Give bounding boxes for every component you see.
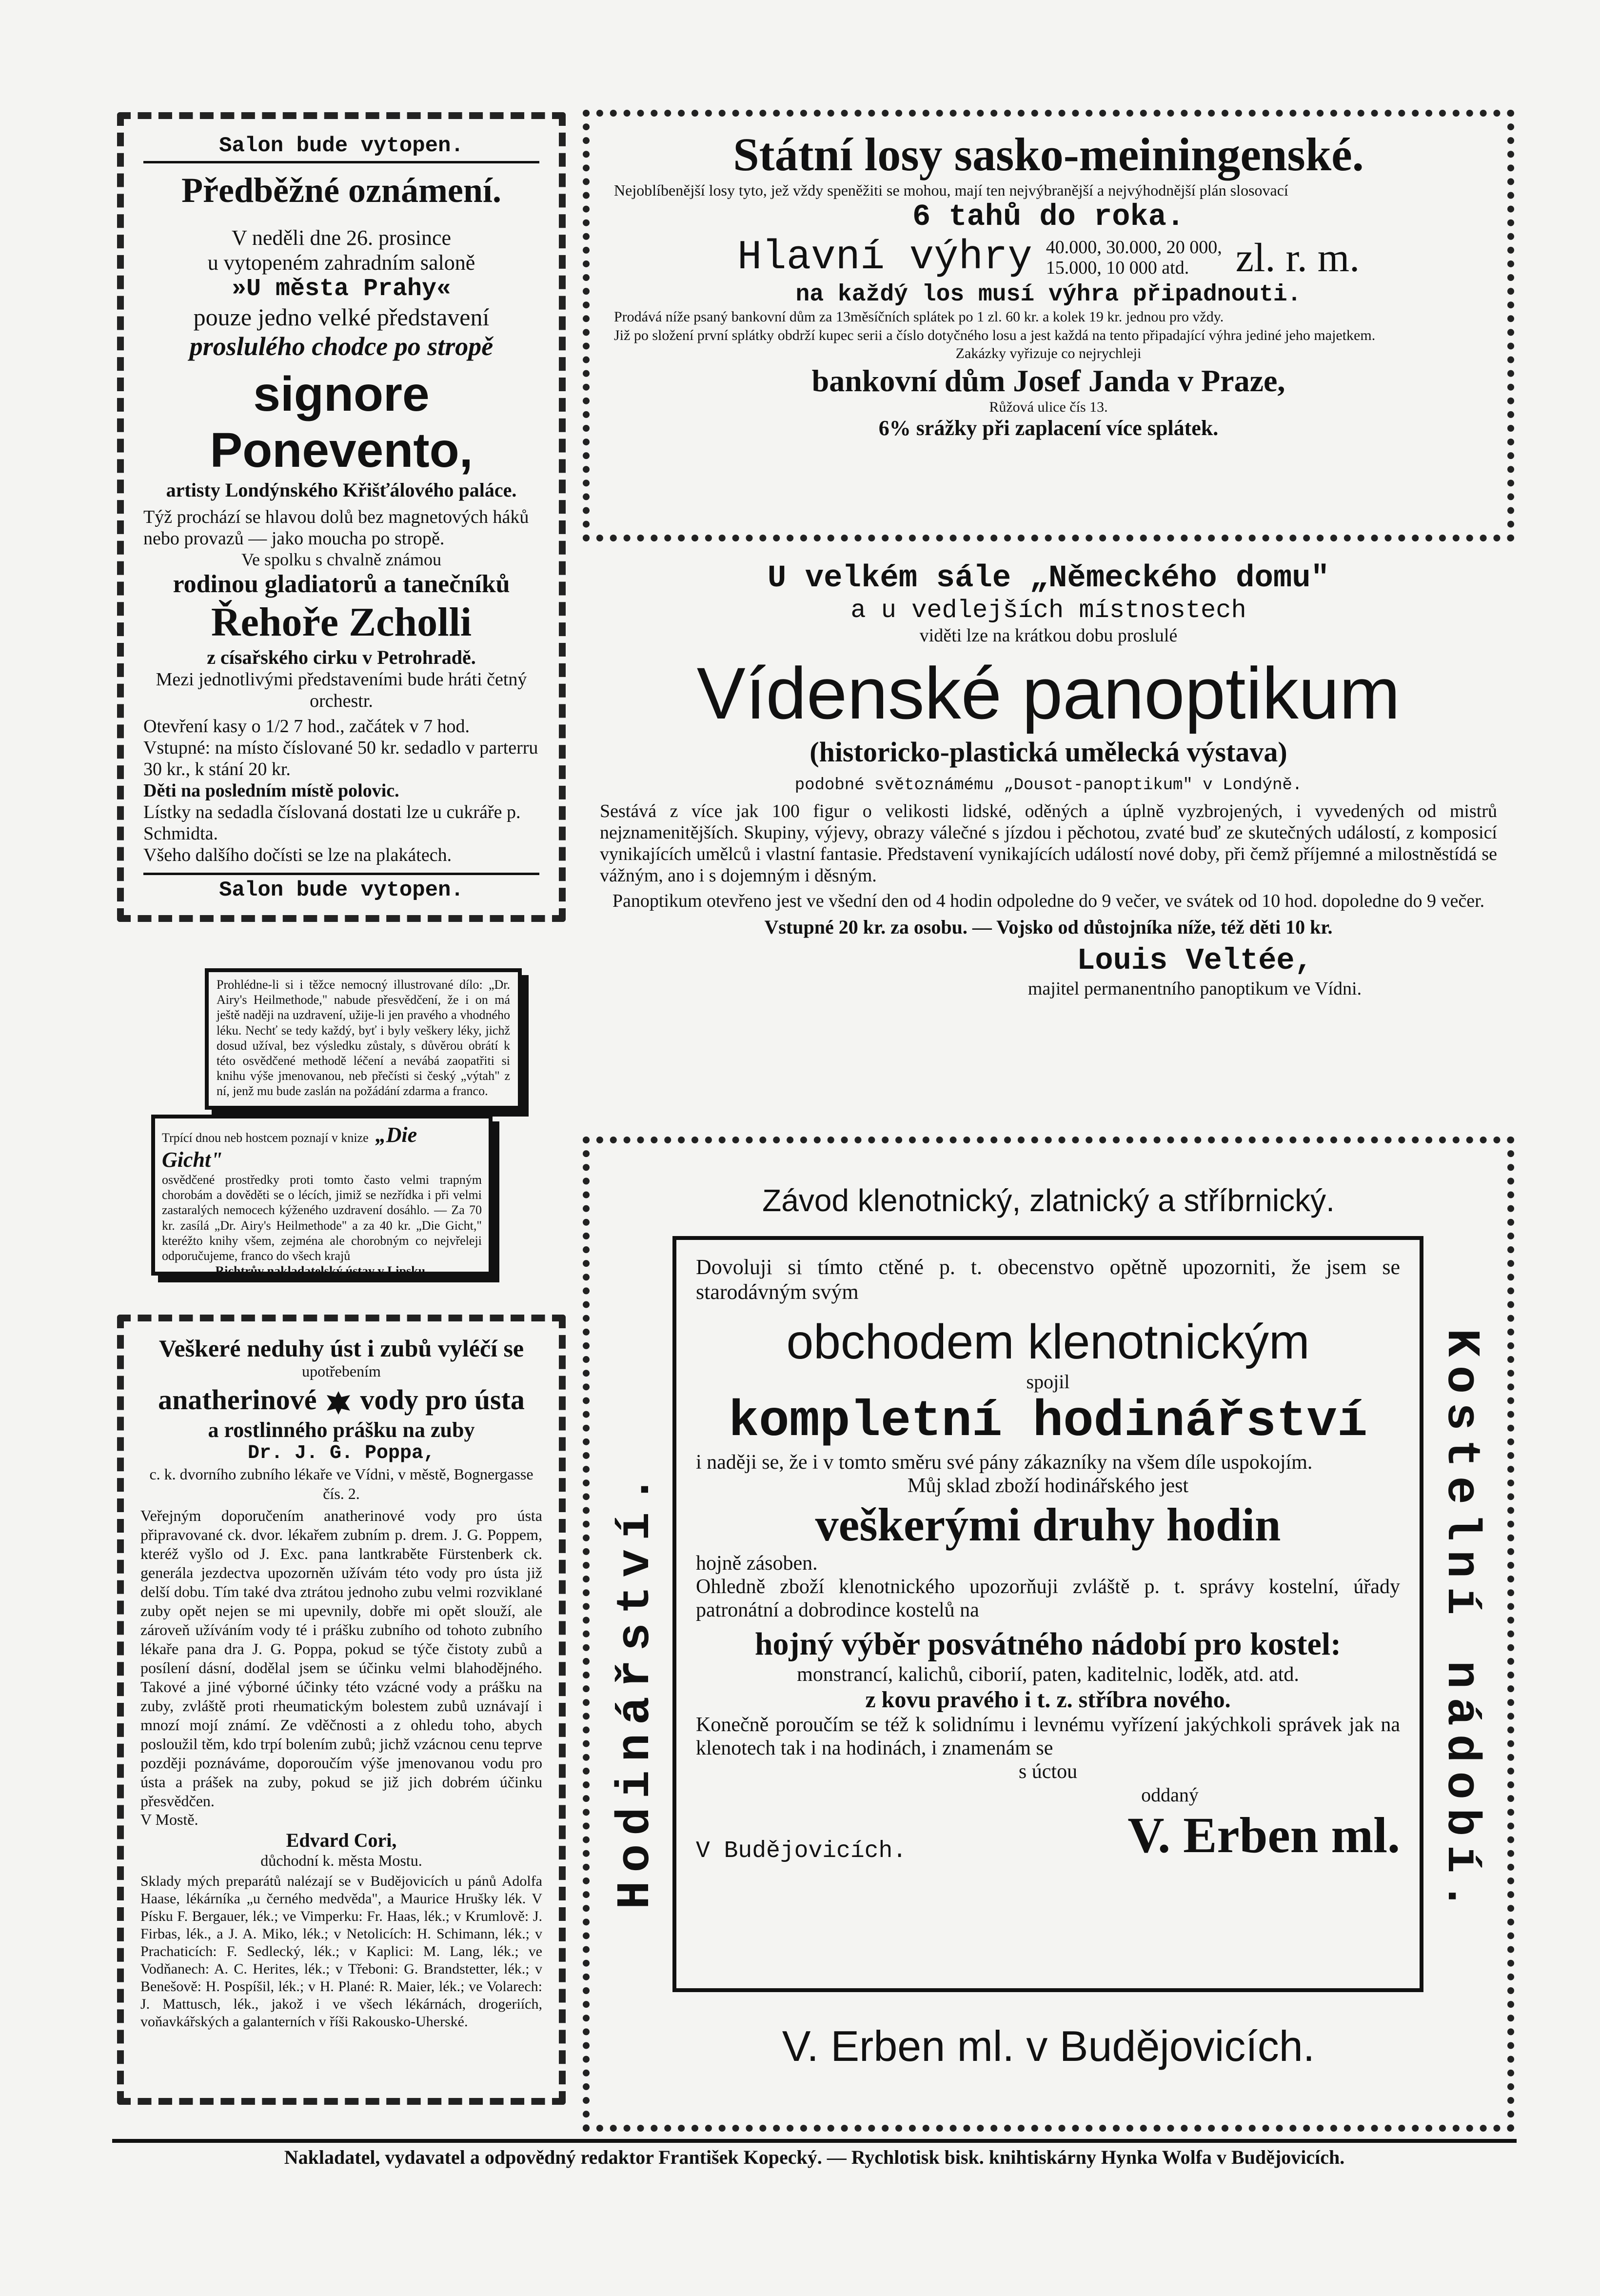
losy-discount: 6% srážky při zaplacení více splátek. (878, 416, 1219, 440)
panoptikum-line-2: a u vedlejších místnostech (850, 596, 1246, 625)
salon-leader: Řehoře Zcholli (211, 599, 472, 645)
salon-line-2: u vytopeném zahradním saloně (207, 251, 475, 275)
airy-ad (205, 968, 522, 1110)
salon-info-4: Lístky na sedadla číslovaná dostati lze u cukráře p. Schmidta. (143, 802, 521, 844)
losy-title: Státní losy sasko-meiningenské. (733, 128, 1364, 180)
salon-info-1: Otevření kasy o 1/2 7 hod., začátek v 7 hod. (143, 716, 470, 737)
salon-ad (117, 112, 566, 922)
panoptikum-subtitle: (historicko-plastická umělecká výstava) (810, 736, 1287, 768)
losy-prize-values-1: 40.000, 30.000, 20 000, (1046, 237, 1222, 258)
salon-bottom-banner: Salon bude vytopen. (143, 873, 539, 902)
salon-info-5: Všeho dalšího dočísti se lze na plakátech. (143, 845, 452, 865)
losy-prize-values (1046, 238, 1222, 279)
zuby-doctor: Dr. J. G. Poppa, (247, 1442, 435, 1464)
erben-church: Ohledně zboží klenotnického upozorňuji zvláště p. t. správy kostelní, úřady patronátní a dobrodince kostelů na (696, 1576, 1400, 1621)
losy-currency: zl. r. m. (1235, 235, 1360, 280)
panoptikum-ad (585, 556, 1512, 1093)
salon-desc-1: Týž prochází se hlavou dolů bez magnetových háků nebo provazů — jako moucha po stropě. (143, 507, 529, 549)
gicht-publisher: Richtrův nakladatelský ústav v Lipsku. (215, 1264, 429, 1278)
losy-prize-values-2: 15.000, 10 000 atd. (1046, 257, 1189, 278)
salon-sub: artisty Londýnského Křišťálového paláce. (166, 479, 517, 501)
erben-respect: s úctou (1018, 1760, 1078, 1783)
losy-prize-row (614, 234, 1483, 281)
zuby-signer-title: důchodní k. města Mostu. (260, 1852, 422, 1870)
eagle-icon (324, 1388, 353, 1418)
erben-inner-box (672, 1236, 1423, 1992)
erben-oddany: oddaný (1141, 1784, 1199, 1806)
salon-star: signore Ponevento, (210, 367, 473, 478)
erben-big-3: veškerými druhy hodin (815, 1498, 1281, 1551)
losy-intro: Nejoblíbenější losy tyto, jež vždy speněžiti se mohou, mají ten nejvýbranější a nejvýhodnější plán slosovací (614, 181, 1288, 199)
panoptikum-owner-title: majitel permanentního panoptikum ve Vídni. (1027, 978, 1362, 999)
gicht-text: osvědčené prostředky proti tomto často velmi trapným chorobám a dověděti se o lécích, jimiž se nezřídka i při velmi zastaralých nemocech kýženého uzdravení dosáhlo. — Za 70 kr. zasílá „Dr. Airy's Heilmethode" a za 40 kr. „Die Gicht," kteréžto knihy všem, zejména ale chorobným co nejvřeleji odporučujeme, franco do všech krajů (162, 1173, 482, 1263)
salon-line-4: pouze jedno velké představení (193, 303, 490, 331)
airy-text: Prohlédne-li si i těžce nemocný illustrované dílo: „Dr. Airy's Heilmethode," nabude přesvědčení, že i on má ještě naději na uzdravení, užije-li jen pravého a vhodného léku. Nechť se tedy každý, byť i byly veškery léky, jichž dosud užíval, bez výsledku zůstaly, s důvěrou obrátí k této osvědčené methodě léčení a nevábá zaopatřiti si knihu výše jmenovanou, neb přečísti si český „výtah" z ní, jenž mu bude zaslán na požádání zdarma a franco. (217, 978, 510, 1098)
zuby-body: Veřejným doporučením anatherinové vody pro ústa připravované ck. dvor. lékařem zubním p. drem. J. G. Poppem, kteréž vyšlo od J. Exc. pana lantkraběte Fürstenberk ck. generála jezdectva upozorněn užívám této vody pro ústa již delší dobu. Tím také dva ztrátou jednoho zubu velmi rozviklané zuby opět nejen se mi upevnily, dobře mi opět slouží, ale zároveň užíváním vody té i prášku zubního od tohoto zubního lékaře pana dra J. G. Poppa, pokud se týče čistoty zubů a posílení dásní, dodělal jsem se účinku velmi blahodějného. Takové a jiné výborné účinky této vzácné vody a prášku na zuby, zvláště proti rheumatickým bolestem zubů uznávají i mnozí mojí známí. Ze vděčnosti a z ohledu toho, abych posloužil těm, kdo trpí bolením zubů; jichž vzácnou cenu teprve později poznáváme, doporoučím výše jmenovanou vodu pro ústa a prášek na zuby, pokud se již jich dobrém účinku přesvědčen. (140, 1506, 542, 1810)
erben-material: z kovu pravého i t. z. stříbra nového. (865, 1687, 1231, 1713)
losy-every: na každý los musí výhra připadnouti. (795, 281, 1302, 308)
gicht-ad (151, 1115, 493, 1276)
zuby-ad (117, 1315, 566, 2105)
panoptikum-line-3: viděti lze na krátkou dobu proslulé (919, 625, 1178, 646)
salon-title: Předběžné oznámení. (181, 171, 501, 210)
zuby-product-line (140, 1383, 542, 1418)
losy-prize-label: Hlavní výhry (737, 235, 1032, 281)
panoptikum-line-1: U velkém sále „Německého domu" (767, 561, 1330, 596)
erben-place: V Budějovicích. (696, 1838, 907, 1864)
zuby-stores: Sklady mých preparátů nalézají se v Budějovicích u pánů Adolfa Haase, lékárníka „u černého medvěda", a Maurice Hrušky lék. V Písku F. Bergauer, lék.; ve Vimperku: Fr. Haas, lék.; v Krumlově: J. Firbas, lék., a J. A. Miko, lék.; v Netolicích: H. Schimann, lék.; v Prachaticích: F. Sedlecký, lék.; v Kaplici: M. Lang, lék.; ve Vodňanech: A. C. Herites, lék.; v Třeboni: G. Brandstetter, lék.; v Benešově: H. Pospíšil, lék.; v H. Plané: R. Maier, lék.; ve Volarech: J. Mattusch, lék., jakož i ve všech lékárnách, drogeriích, voňavkářských a galanterních v říši Rakousko-Uherské. (140, 1873, 542, 2030)
salon-orchestra: Mezi jednotlivými představeními bude hráti četný orchestr. (156, 669, 527, 711)
erben-sklad: Můj sklad zboží hodinářského jest (907, 1475, 1189, 1497)
erben-hojne: hojně zásoben. (696, 1552, 818, 1575)
salon-troupe: rodinou gladiatorů a tanečníků (173, 570, 510, 598)
gicht-intro: Trpící dnou neb hostcem poznají v knize (162, 1131, 369, 1145)
salon-line-5: proslulého chodce po stropě (189, 332, 494, 361)
salon-desc-2: Ve spolku s chvalně známou (241, 550, 441, 569)
panoptikum-hours: Panoptikum otevřeno jest ve všední den od 4 hodin odpoledne do 9 večer, ve svátek od 10 hod. dopoledne do 9 večer. (612, 891, 1485, 911)
losy-draws: 6 tahů do roka. (912, 200, 1185, 234)
zuby-sub: upotřebením (302, 1362, 381, 1380)
erben-big-1: obchodem klenotnickým (786, 1315, 1310, 1369)
erben-ad (583, 1137, 1514, 2132)
losy-bank: bankovní dům Josef Janda v Praze, (811, 363, 1285, 398)
salon-line-1: V neděli dne 26. prosince (231, 226, 452, 250)
erben-spojil: spojil (1026, 1371, 1070, 1393)
zuby-product-2: vody pro ústa (360, 1384, 525, 1416)
zuby-place: V Mostě. (140, 1811, 198, 1829)
zuby-doctor-desc: c. k. dvorního zubního lékaře ve Vídni, v městě, Bognergasse čís. 2. (149, 1465, 533, 1502)
erben-vertical-right: Kostelní nádobí. (1435, 1329, 1488, 1919)
losy-ad (583, 110, 1514, 541)
panoptikum-title: Vídenské panoptikum (696, 652, 1401, 734)
erben-heading: Závod klenotnický, zlatnický a stříbrnický. (762, 1183, 1335, 1218)
erben-final: Konečně poroučím se též k solidnímu i levnému vyřízení jakýchkoli správek jak na klenotech tak i na hodinách, i znamenám se (696, 1714, 1400, 1759)
panoptikum-price: Vstupné 20 kr. za osobu. — Vojsko od důstojníka níže, též děti 10 kr. (764, 916, 1333, 938)
zuby-signer: Edvard Cori, (286, 1829, 397, 1852)
imprint: Nakladatel, vydavatel a odpovědný redaktor František Kopecký. — Rychlotisk bisk. knihtiskárny Hynka Wolfa v Budějovicích. (112, 2139, 1517, 2169)
zuby-title: Veškeré neduhy úst i zubů vyléčí se (158, 1335, 524, 1362)
erben-big-2: kompletní hodinářství (728, 1393, 1368, 1451)
erben-items: monstrancí, kalichů, ciborií, paten, kaditelnic, loděk, atd. atd. (797, 1663, 1299, 1686)
losy-sale-2: Již po složení první splátky obdrží kupec serii a číslo dotyčného losu a jest každá na tento připadající výhra jediné jeho majetkem. (614, 327, 1376, 343)
erben-footer: V. Erben ml. v Budějovicích. (782, 2022, 1315, 2070)
salon-info-2: Vstupné: na místo číslované 50 kr. sedadlo v parterru 30 kr., k stání 20 kr. (143, 738, 538, 779)
erben-big-4: hojný výběr posvátného nádobí pro kostel: (754, 1626, 1342, 1662)
erben-sign-row (696, 1806, 1400, 1864)
salon-line-3: »U města Prahy« (231, 275, 452, 303)
losy-address: Růžová ulice čís 13. (989, 399, 1108, 415)
losy-sale-1: Prodává níže psaný bankovní dům za 13měsíčních splátek po 1 zl. 60 kr. a kolek 19 kr. jednou pro vždy. (614, 309, 1224, 325)
zuby-product-1: anatherinové (158, 1384, 317, 1416)
panoptikum-body: Sestává z více jak 100 figur o velikosti lidské, oděných a úplně vyzbrojených, i vyvedených od mistrů nejznamenitějších. Skupiny, výjevy, obrazy válečné s jízdou i pěchotou, zvaté buď ze skutečných událostí, z komposicí vynikajících umělců i vlastní fantasie. Představení vynikajících událostí nové doby, při čemž příjemné a milostněstídá se vážným, ano i s dojemným i děsným. (600, 801, 1497, 886)
zuby-product-3: a rostlinného prášku na zuby (208, 1418, 475, 1442)
erben-intro: Dovoluji si tímto ctěné p. t. obecenstvo opětně upozorniti, že jsem se starodávným svým (696, 1255, 1400, 1304)
salon-top-banner: Salon bude vytopen. (143, 134, 539, 163)
salon-info-3: Děti na posledním místě polovic. (143, 780, 399, 801)
erben-signature: V. Erben ml. (1127, 1807, 1400, 1863)
erben-hope: i naději se, že i v tomto směru své pány zákazníky na všem díle uspokojím. (696, 1451, 1313, 1474)
erben-vertical-left: Hodinářství. (609, 1466, 662, 1909)
panoptikum-owner: Louis Veltée, (1077, 943, 1313, 978)
gicht-book: „Die Gicht" (162, 1123, 417, 1172)
losy-sale-3: Zakázky vyřizuje co nejrychleji (955, 345, 1142, 361)
salon-circus: z císařského cirku v Petrohradě. (207, 646, 476, 668)
panoptikum-similar: podobné světoznámému „Dousot-panoptikum" v Londýně. (794, 776, 1303, 795)
